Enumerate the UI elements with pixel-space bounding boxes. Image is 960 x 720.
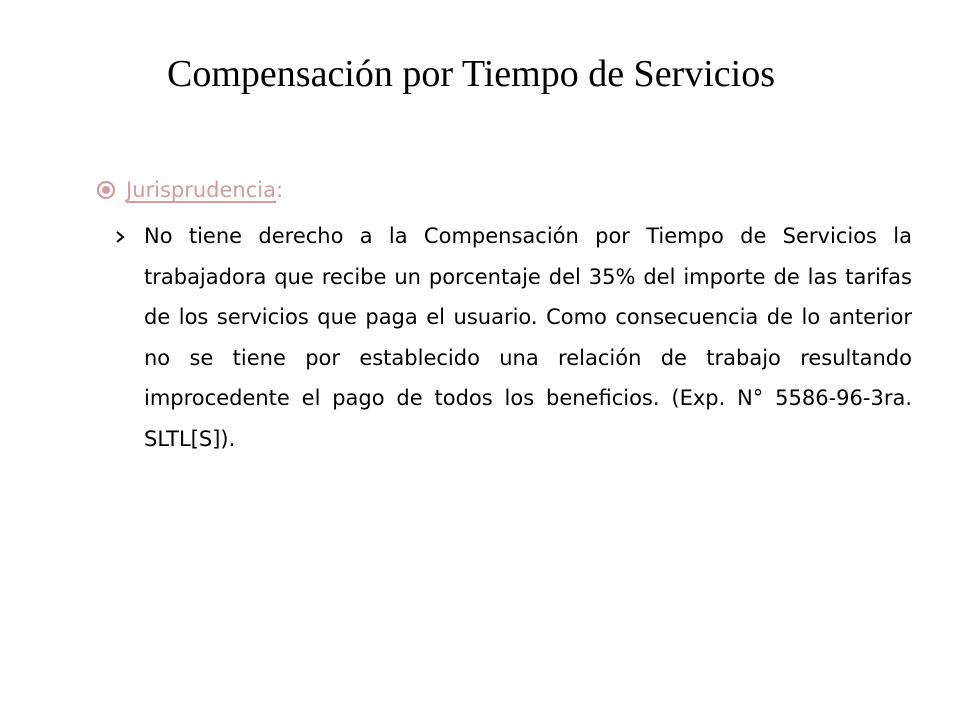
bullet-text — [126, 178, 283, 202]
circled-dot-icon — [96, 180, 116, 200]
jurisprudencia-link[interactable]: Jurisprudencia — [126, 178, 276, 202]
subbullet-text: No tiene derecho a la Compensación por Tiempo de Servicios la trabajadora que recibe un porcentaje del 35% del importe de las tarifas de los servicios que paga el usuario. Como consecuencia de lo anterior no se tiene por establecido una relación de trabajo resultando improcedente el pago de todos los beneficios. (Exp. N° 5586-96-3ra. SLTL[S]). — [144, 224, 912, 451]
slide-content — [96, 172, 912, 459]
subbullet-item — [96, 216, 912, 459]
slide-title: Compensación por Tiempo de Servicios — [167, 53, 775, 95]
bullet-colon: : — [276, 178, 284, 202]
chevron-right-icon — [114, 216, 138, 459]
bullet-jurisprudencia — [96, 172, 912, 216]
